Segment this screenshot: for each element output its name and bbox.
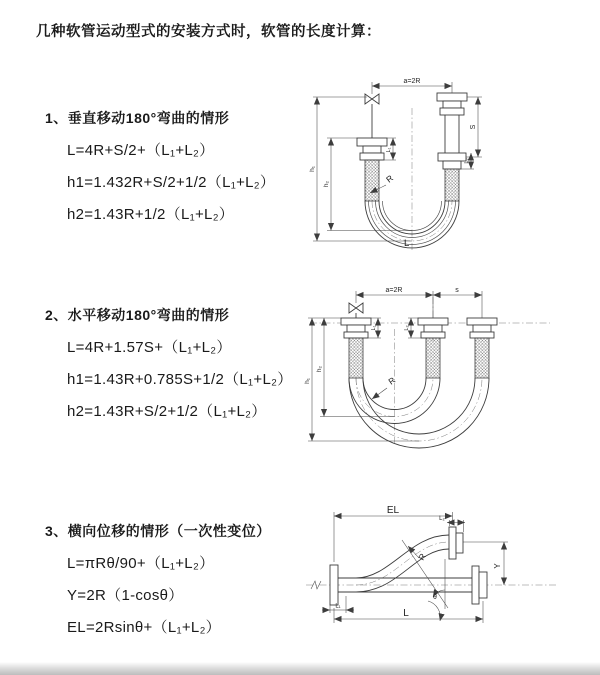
section-1-heading: 1、垂直移动180°弯曲的情形 [45, 110, 230, 126]
angle-construction [402, 540, 448, 621]
section-horizontal-move [45, 305, 293, 434]
displaced-hose [356, 535, 449, 592]
centerlines [306, 542, 556, 585]
formula-h1: h1=1.43R+0.785S+1/2（L₁+L₂） [67, 371, 293, 388]
page-title: 几种软管运动型式的安装方式时，软管的长度计算： [36, 24, 381, 40]
right-flange [472, 566, 487, 604]
label-r: R [384, 172, 396, 185]
formula-length: L=4R+1.57S+（L₁+L₂） [67, 339, 232, 356]
label-a-2r: a=2R [403, 78, 421, 85]
hose-bend-arcs [349, 378, 489, 448]
formula-h2: h2=1.43R+1/2（L₁+L₂） [67, 206, 235, 223]
left-fitting [357, 138, 387, 201]
label-l1: L₁ [371, 325, 377, 331]
dimension-width [372, 78, 452, 94]
page-scan-edge [0, 662, 600, 675]
label-l2: L₂ [439, 516, 445, 522]
section-lateral-displacement [45, 521, 271, 650]
valve-icon [349, 303, 363, 318]
label-theta: θ [433, 594, 437, 601]
section-vertical-move [45, 108, 275, 237]
right-fitting-lower [438, 153, 466, 201]
dimension-heights [309, 97, 412, 241]
formula-h2: h2=1.43R+S/2+1/2（L₁+L₂） [67, 403, 267, 420]
left-fitting [341, 318, 371, 378]
section-1-formulas [67, 141, 275, 224]
label-h2: h₂ [316, 365, 323, 373]
label-s: S [470, 124, 477, 130]
label-s: s [455, 287, 459, 294]
radius-callout [408, 546, 428, 562]
section-3-formulas [67, 554, 271, 637]
right-fitting [467, 318, 497, 378]
label-length-l: L [403, 608, 409, 619]
diagram-lateral-displacement [298, 500, 563, 640]
formula-y: Y=2R（1-cosθ） [67, 587, 184, 604]
right-fitting-upper [437, 93, 467, 153]
label-r: R [416, 551, 428, 563]
centerlines [372, 108, 452, 250]
label-l2: L₂ [464, 158, 471, 164]
dimension-l [334, 601, 483, 623]
label-h2: h₂ [323, 180, 330, 188]
label-l2: L₂ [404, 325, 410, 331]
diagram-vertical-180-bend [305, 66, 495, 251]
label-r: R [386, 374, 398, 387]
section-3-heading: 3、横向位移的情形（一次性变位） [45, 523, 271, 539]
dimension-el [334, 505, 453, 562]
upper-flange [449, 527, 463, 559]
label-l1: L₁ [386, 147, 392, 153]
dimension-width [356, 287, 482, 318]
label-h1: h₁ [304, 378, 311, 384]
formula-length: L=πRθ/90+（L₁+L₂） [67, 555, 215, 572]
formula-el: EL=2Rsinθ+（L₁+L₂） [67, 619, 221, 636]
label-a-2r: a=2R [385, 287, 403, 294]
diagram-horizontal-180-bend [300, 283, 560, 458]
dimension-stroke-s [466, 97, 482, 157]
label-length-l: L [404, 238, 410, 249]
label-h1: h₁ [309, 166, 316, 172]
left-flange [330, 565, 338, 605]
middle-fitting [418, 318, 448, 378]
formula-length: L=4R+S/2+（L₁+L₂） [67, 142, 215, 159]
label-l1: L₁ [335, 603, 341, 610]
radius-callout [372, 375, 397, 399]
section-2-formulas [67, 338, 293, 421]
label-y: Y [493, 563, 502, 569]
section-2-heading: 2、水平移动180°弯曲的情形 [45, 307, 230, 323]
formula-h1: h1=1.432R+S/2+1/2（L₁+L₂） [67, 174, 276, 191]
label-el: EL [386, 505, 400, 516]
valve-icon [365, 94, 379, 138]
